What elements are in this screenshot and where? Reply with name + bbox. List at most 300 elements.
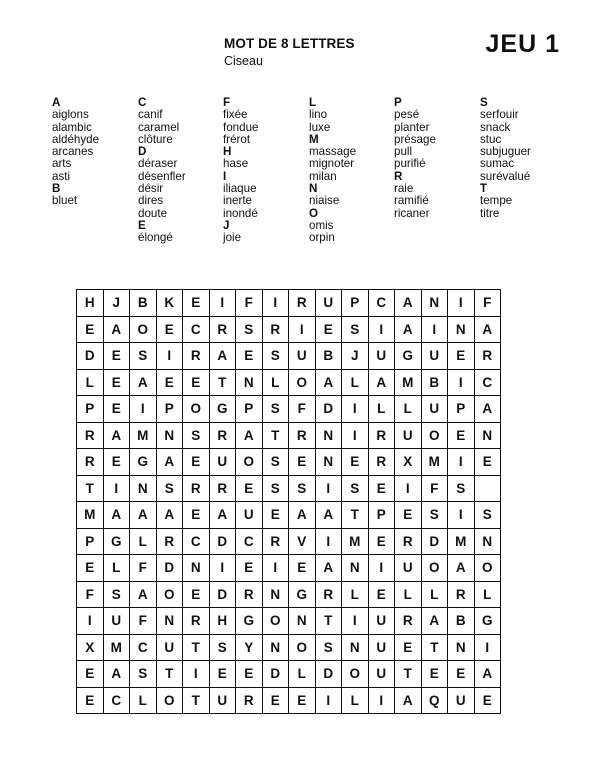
grid-cell[interactable]: P [448,396,475,423]
grid-cell[interactable]: S [421,502,448,529]
grid-cell[interactable]: K [156,290,183,317]
grid-cell[interactable]: O [156,687,183,714]
grid-cell[interactable]: R [183,343,210,370]
puzzle-subtitle: Ciseau [224,54,263,68]
grid-cell[interactable]: I [421,316,448,343]
grid-cell[interactable]: L [421,581,448,608]
grid-cell[interactable]: I [156,343,183,370]
grid-cell[interactable]: R [209,316,236,343]
word-list-item: luxe [309,120,331,134]
grid-cell[interactable]: U [156,634,183,661]
grid-cell[interactable]: L [262,369,289,396]
grid-cell[interactable]: U [315,290,342,317]
grid-cell[interactable]: U [368,608,395,635]
grid-cell[interactable]: E [77,687,104,714]
grid-cell[interactable]: A [448,555,475,582]
grid-cell[interactable]: C [236,528,263,555]
word-list-item: subjuguer [480,145,531,159]
grid-cell[interactable]: R [236,581,263,608]
grid-cell[interactable]: A [315,369,342,396]
grid-cell[interactable]: A [103,661,130,688]
grid-cell[interactable]: C [474,369,501,396]
grid-cell[interactable]: I [368,687,395,714]
grid-cell[interactable]: R [448,581,475,608]
grid-cell[interactable]: N [448,634,475,661]
grid-cell[interactable]: E [448,343,475,370]
grid-cell[interactable]: D [209,581,236,608]
grid-cell[interactable]: T [183,687,210,714]
grid-cell[interactable]: S [262,475,289,502]
grid-cell[interactable]: F [289,396,316,423]
grid-cell[interactable]: S [262,449,289,476]
grid-cell[interactable]: I [77,608,104,635]
grid-cell[interactable]: E [103,369,130,396]
grid-cell[interactable]: S [342,316,369,343]
grid-cell[interactable]: E [77,661,104,688]
grid-cell[interactable]: E [262,502,289,529]
grid-cell[interactable]: D [262,661,289,688]
grid-cell[interactable]: C [183,316,210,343]
grid-cell[interactable]: R [289,290,316,317]
word-list-item: tempe [480,194,513,208]
grid-cell[interactable]: T [421,634,448,661]
grid-cell[interactable]: F [130,555,157,582]
word-list-item: arcanes [52,145,94,159]
grid-cell[interactable]: E [474,687,501,714]
grid-cell[interactable]: A [474,316,501,343]
grid-cell[interactable]: T [156,661,183,688]
grid-cell[interactable]: R [77,422,104,449]
grid-cell[interactable]: T [262,422,289,449]
grid-cell[interactable]: E [262,687,289,714]
grid-cell[interactable]: D [315,396,342,423]
grid-cell[interactable]: M [421,449,448,476]
grid-cell[interactable]: D [156,555,183,582]
grid-cell[interactable]: E [236,661,263,688]
grid-row [77,290,501,317]
grid-row [77,369,501,396]
grid-cell[interactable]: M [77,502,104,529]
grid-cell[interactable]: A [209,343,236,370]
grid-cell[interactable]: I [448,369,475,396]
grid-cell[interactable]: E [183,502,210,529]
grid-cell[interactable]: E [183,581,210,608]
grid-cell[interactable]: L [289,661,316,688]
grid-cell[interactable]: N [448,316,475,343]
grid-cell[interactable]: E [395,634,422,661]
grid-cell[interactable]: F [421,475,448,502]
grid-cell[interactable]: D [77,343,104,370]
grid-cell[interactable]: R [77,449,104,476]
grid-cell[interactable]: U [368,634,395,661]
grid-cell[interactable]: A [368,369,395,396]
grid-cell[interactable]: S [315,634,342,661]
grid-cell[interactable]: L [342,369,369,396]
grid-cell[interactable]: U [103,608,130,635]
grid-cell[interactable]: G [236,608,263,635]
word-list-item: désenfler [138,169,186,183]
grid-cell[interactable]: A [156,502,183,529]
grid-cell[interactable]: I [368,316,395,343]
grid-cell[interactable]: L [474,581,501,608]
grid-cell[interactable]: E [368,581,395,608]
grid-cell[interactable]: O [289,634,316,661]
grid-cell[interactable]: U [448,687,475,714]
grid-cell[interactable]: N [315,422,342,449]
word-list-item: élongé [138,231,173,245]
grid-cell[interactable]: A [209,502,236,529]
grid-cell[interactable]: N [156,422,183,449]
grid-cell[interactable]: O [183,396,210,423]
grid-cell[interactable]: E [368,475,395,502]
grid-cell[interactable]: R [262,528,289,555]
grid-cell[interactable]: R [395,528,422,555]
grid-cell[interactable]: L [103,555,130,582]
grid-cell[interactable]: G [103,528,130,555]
grid-cell[interactable]: U [421,396,448,423]
grid-cell[interactable]: O [130,316,157,343]
grid-cell[interactable]: D [209,528,236,555]
word-list-item: serfouir [480,108,519,122]
grid-cell[interactable]: S [183,422,210,449]
grid-cell[interactable]: I [262,290,289,317]
grid-cell[interactable]: I [289,316,316,343]
word-list-item: pesé [394,108,420,122]
grid-cell[interactable]: I [262,555,289,582]
grid-cell[interactable]: R [209,475,236,502]
grid-cell[interactable]: M [103,634,130,661]
grid-cell[interactable]: S [103,581,130,608]
word-search-grid [76,289,501,714]
grid-cell[interactable]: L [395,581,422,608]
grid-cell[interactable]: T [209,369,236,396]
grid-cell[interactable]: A [236,422,263,449]
grid-cell[interactable]: R [368,449,395,476]
grid-cell[interactable]: S [289,475,316,502]
letter-heading: F [223,96,231,109]
grid-cell[interactable]: R [183,608,210,635]
grid-cell[interactable]: A [474,396,501,423]
grid-cell[interactable]: T [342,502,369,529]
word-list-item: clôture [138,132,173,146]
grid-cell[interactable]: C [183,528,210,555]
grid-cell[interactable]: E [236,343,263,370]
grid-row [77,555,501,582]
grid-cell[interactable]: S [262,396,289,423]
grid-cell[interactable]: R [289,422,316,449]
grid-cell[interactable]: E [103,396,130,423]
grid-cell[interactable]: N [315,449,342,476]
grid-cell[interactable]: A [395,687,422,714]
grid-cell[interactable]: F [474,290,501,317]
grid-cell[interactable]: G [289,581,316,608]
grid-cell[interactable]: I [130,396,157,423]
grid-cell[interactable]: A [103,502,130,529]
grid-cell[interactable]: E [77,316,104,343]
grid-cell[interactable]: O [421,422,448,449]
word-list-item: arts [52,157,72,171]
grid-cell[interactable]: A [130,502,157,529]
grid-cell[interactable]: E [156,316,183,343]
grid-cell[interactable]: E [183,449,210,476]
grid-cell[interactable]: I [342,608,369,635]
grid-cell[interactable]: I [448,449,475,476]
grid-cell[interactable]: R [156,528,183,555]
word-list-item: ricaner [394,206,430,220]
grid-cell[interactable]: E [103,343,130,370]
grid-cell[interactable]: E [236,475,263,502]
grid-cell[interactable]: N [183,555,210,582]
grid-cell[interactable]: A [289,502,316,529]
grid-cell[interactable]: N [236,369,263,396]
grid-cell[interactable]: E [368,528,395,555]
grid-cell[interactable]: L [395,396,422,423]
grid-cell[interactable]: I [103,475,130,502]
grid-cell[interactable]: B [315,343,342,370]
grid-cell[interactable]: C [368,290,395,317]
grid-cell[interactable]: E [183,290,210,317]
grid-cell[interactable]: N [474,422,501,449]
grid-cell[interactable]: E [183,369,210,396]
grid-cell[interactable]: E [448,422,475,449]
grid-cell[interactable]: A [315,502,342,529]
word-list-item: joie [223,231,242,245]
grid-cell[interactable]: E [448,661,475,688]
grid-cell[interactable]: N [130,475,157,502]
grid-cell[interactable]: I [209,290,236,317]
grid-cell[interactable]: N [262,581,289,608]
word-list-item: niaise [309,194,340,208]
word-list-item: dires [138,194,164,208]
grid-cell[interactable]: C [130,634,157,661]
grid-cell[interactable]: E [236,555,263,582]
word-list-item: fondue [223,120,259,134]
grid-cell[interactable]: X [77,634,104,661]
grid-cell[interactable]: R [315,581,342,608]
grid-cell[interactable]: L [342,581,369,608]
grid-cell[interactable]: O [289,369,316,396]
grid-cell[interactable]: X [395,449,422,476]
grid-cell[interactable]: C [103,687,130,714]
grid-cell[interactable]: O [474,555,501,582]
grid-row [77,608,501,635]
grid-cell[interactable]: P [368,502,395,529]
grid-cell[interactable]: I [315,687,342,714]
word-list-item: raie [394,182,414,196]
grid-cell[interactable]: A [421,608,448,635]
grid-cell[interactable]: V [289,528,316,555]
grid-cell[interactable]: Y [236,634,263,661]
grid-cell[interactable]: G [395,343,422,370]
grid-cell[interactable]: A [103,422,130,449]
grid-cell[interactable]: I [342,396,369,423]
grid-cell[interactable]: E [342,449,369,476]
grid-cell[interactable]: S [130,343,157,370]
grid-cell[interactable]: B [421,369,448,396]
grid-cell[interactable]: U [209,687,236,714]
grid-cell[interactable]: G [130,449,157,476]
grid-cell[interactable]: N [421,290,448,317]
grid-cell[interactable]: U [421,343,448,370]
grid-cell[interactable]: U [395,422,422,449]
grid-cell[interactable]: E [156,369,183,396]
letter-grid-table [76,289,501,714]
word-list-item: aldéhyde [52,132,100,146]
grid-cell[interactable]: L [368,396,395,423]
grid-cell[interactable]: L [130,528,157,555]
grid-cell[interactable]: T [315,608,342,635]
grid-cell[interactable]: S [156,475,183,502]
word-column-1 [52,97,99,208]
grid-cell[interactable]: N [262,634,289,661]
grid-cell[interactable]: I [315,475,342,502]
grid-cell[interactable]: U [368,343,395,370]
grid-cell[interactable]: U [236,502,263,529]
grid-cell[interactable]: P [156,396,183,423]
grid-cell[interactable]: A [130,581,157,608]
grid-cell[interactable]: U [395,555,422,582]
grid-cell[interactable]: E [289,555,316,582]
grid-cell[interactable]: E [103,449,130,476]
grid-row [77,581,501,608]
grid-cell[interactable]: S [448,475,475,502]
grid-cell[interactable]: A [474,661,501,688]
grid-cell[interactable]: I [209,555,236,582]
grid-cell[interactable]: J [342,343,369,370]
grid-cell[interactable]: E [474,449,501,476]
grid-cell[interactable]: E [289,687,316,714]
grid-cell[interactable]: R [262,316,289,343]
grid-cell[interactable]: H [209,608,236,635]
grid-cell[interactable]: I [448,502,475,529]
grid-cell[interactable]: I [315,528,342,555]
grid-cell[interactable] [474,475,501,502]
letter-heading: D [138,145,147,159]
word-column-2 [138,97,186,245]
grid-cell[interactable]: P [342,290,369,317]
grid-cell[interactable]: U [368,661,395,688]
grid-cell[interactable]: N [342,555,369,582]
grid-cell[interactable]: O [156,581,183,608]
grid-cell[interactable]: T [395,661,422,688]
grid-cell[interactable]: H [77,290,104,317]
grid-cell[interactable]: R [236,687,263,714]
word-list-item: purifié [394,157,426,171]
grid-cell[interactable]: R [183,475,210,502]
grid-cell[interactable]: P [77,528,104,555]
grid-cell[interactable]: N [156,608,183,635]
grid-cell[interactable]: F [130,608,157,635]
grid-cell[interactable]: O [421,555,448,582]
grid-cell[interactable]: F [77,581,104,608]
grid-cell[interactable]: A [130,369,157,396]
grid-cell[interactable]: E [77,555,104,582]
grid-cell[interactable]: J [103,290,130,317]
grid-cell[interactable]: T [77,475,104,502]
grid-cell[interactable]: I [474,634,501,661]
grid-cell[interactable]: T [183,634,210,661]
grid-cell[interactable]: L [342,687,369,714]
grid-cell[interactable]: I [448,290,475,317]
grid-cell[interactable]: O [342,661,369,688]
grid-cell[interactable]: I [368,555,395,582]
grid-cell[interactable]: A [103,316,130,343]
grid-cell[interactable]: Q [421,687,448,714]
grid-cell[interactable]: E [289,449,316,476]
grid-cell[interactable]: L [130,687,157,714]
grid-cell[interactable]: B [130,290,157,317]
grid-cell[interactable]: D [315,661,342,688]
word-list-item: titre [480,206,500,220]
grid-cell[interactable]: S [236,316,263,343]
grid-cell[interactable]: D [421,528,448,555]
word-list-item: stuc [480,132,502,146]
grid-cell[interactable]: R [209,422,236,449]
grid-cell[interactable]: I [342,422,369,449]
grid-cell[interactable]: L [77,369,104,396]
grid-cell[interactable]: R [474,343,501,370]
word-list-item: asti [52,169,71,183]
grid-cell[interactable]: M [448,528,475,555]
grid-cell[interactable]: P [77,396,104,423]
grid-cell[interactable]: A [315,555,342,582]
grid-cell[interactable]: G [209,396,236,423]
grid-cell[interactable]: I [395,475,422,502]
grid-row [77,396,501,423]
grid-cell[interactable]: I [183,661,210,688]
grid-cell[interactable]: R [368,422,395,449]
grid-cell[interactable]: S [474,502,501,529]
grid-cell[interactable]: U [289,343,316,370]
grid-row [77,661,501,688]
grid-cell[interactable]: S [342,475,369,502]
grid-cell[interactable]: N [342,634,369,661]
grid-cell[interactable]: G [474,608,501,635]
letter-heading: T [480,182,488,196]
grid-cell[interactable]: A [395,290,422,317]
grid-cell[interactable]: R [395,608,422,635]
grid-cell[interactable]: O [262,608,289,635]
grid-cell[interactable]: N [474,528,501,555]
grid-cell[interactable]: M [395,369,422,396]
grid-cell[interactable]: E [209,661,236,688]
word-list-item: aiglons [52,108,89,122]
grid-cell[interactable]: E [395,502,422,529]
grid-cell[interactable]: B [448,608,475,635]
grid-cell[interactable]: U [209,449,236,476]
letter-heading: S [480,96,488,109]
grid-cell[interactable]: O [236,449,263,476]
grid-cell[interactable]: A [156,449,183,476]
grid-cell[interactable]: P [236,396,263,423]
grid-cell[interactable]: S [262,343,289,370]
grid-cell[interactable]: N [289,608,316,635]
grid-cell[interactable]: A [395,316,422,343]
grid-cell[interactable]: M [130,422,157,449]
grid-cell[interactable]: S [209,634,236,661]
grid-row [77,687,501,714]
letter-heading: M [309,132,319,146]
grid-cell[interactable]: E [315,316,342,343]
word-list-item: ramifié [394,194,429,208]
word-list-item: alambic [52,120,92,134]
grid-cell[interactable]: F [236,290,263,317]
grid-cell[interactable]: S [130,661,157,688]
grid-cell[interactable]: M [342,528,369,555]
word-column-6 [480,97,531,220]
grid-cell[interactable]: E [421,661,448,688]
word-list-item: bluet [52,194,78,208]
